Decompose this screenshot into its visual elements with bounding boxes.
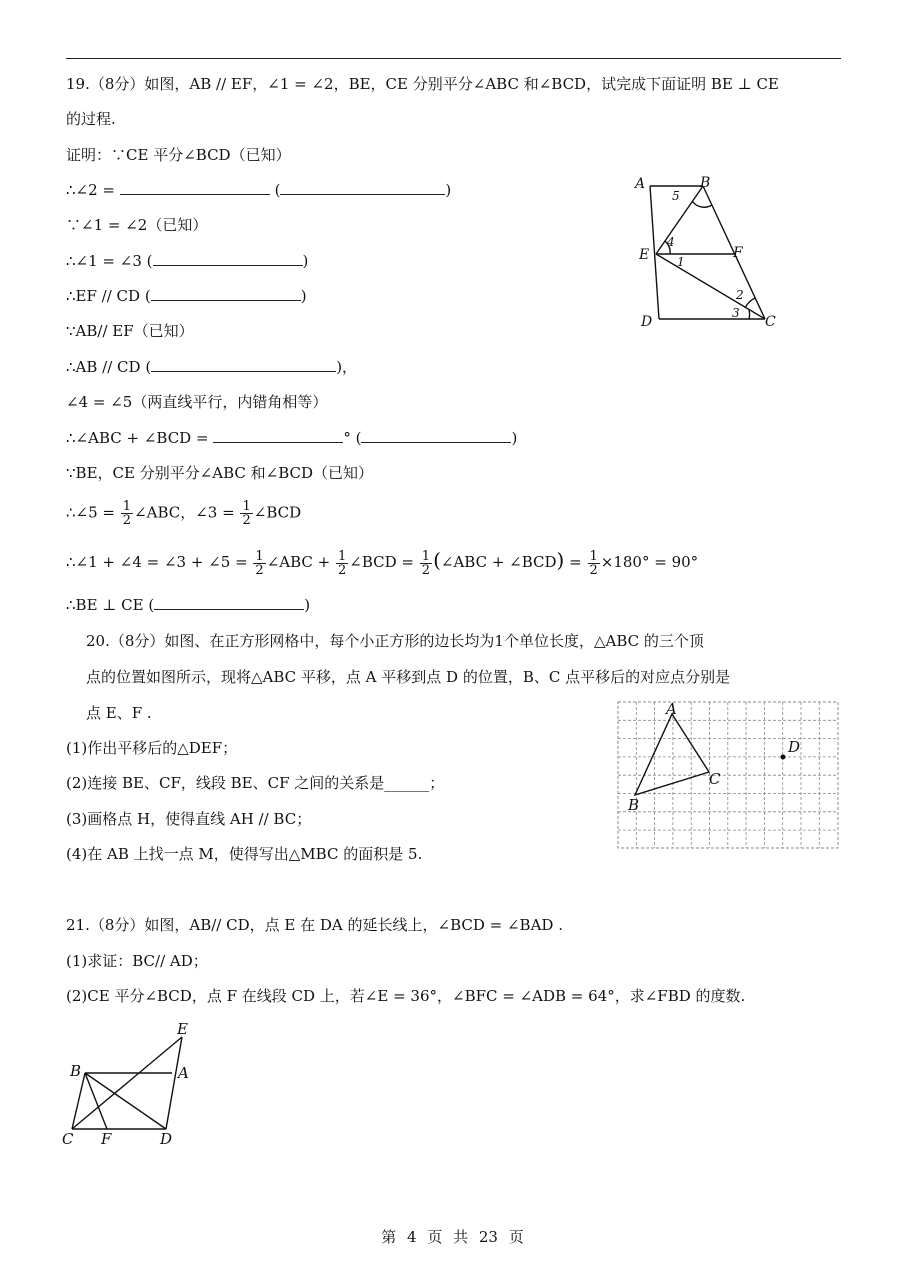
fig21-label-a: A [178, 1064, 189, 1082]
paren-close: ) [336, 358, 343, 376]
q19-blank-4[interactable] [151, 286, 301, 301]
q19-step-12-d: ∠ABC + ∠BCD [440, 553, 557, 571]
q20-part-2: (2)连接 BE、CF，线段 BE、CF 之间的关系是______； [66, 774, 445, 792]
q19-step-4-text: ∴∠1 = ∠3 [66, 252, 142, 270]
fig21-label-d: D [160, 1130, 173, 1148]
q19-step-2-text: ∴∠2 = [66, 181, 115, 199]
angle-2-arc [745, 298, 755, 308]
q21-stem: 21.（8分）如图，AB// CD，点 E 在 DA 的延长线上，∠BCD = ∠BAD . [66, 916, 563, 934]
angle-5-arc [692, 201, 712, 207]
q19-blank-6[interactable] [213, 428, 343, 443]
q19-step-1: 证明：∵CE 平分∠BCD（已知） [66, 146, 291, 164]
fraction-half: $\frac{1}{2}$ [589, 548, 598, 578]
fig19-angle-1: 1 [677, 255, 685, 269]
q19-step-11-c: ∠BCD [253, 503, 302, 522]
top-rule [66, 58, 841, 59]
q19-step-11-a: ∴∠5 = [66, 503, 115, 522]
paren-close: ) [511, 429, 518, 447]
q19-step-12 [66, 549, 698, 577]
segment-ec [656, 254, 765, 319]
paren-open: ( [146, 252, 153, 270]
fig20-label-c: C [709, 770, 721, 788]
grid-lines [618, 702, 838, 848]
fig21-label-f: F [101, 1130, 112, 1148]
fig19-label-a: A [635, 176, 646, 192]
q19-step-5 [66, 285, 307, 307]
fraction-half: $\frac{1}{2}$ [255, 548, 264, 578]
q20-figure [616, 700, 842, 852]
fraction-half: $\frac{1}{2}$ [421, 548, 431, 578]
q19-step-3: ∵∠1 = ∠2（已知） [66, 216, 208, 234]
q20-stem-line2: 点的位置如图所示，现将△ABC 平移，点 A 平移到点 D 的位置，B、C 点平移后的对应点分别是 [86, 668, 731, 686]
q19-stem-line1: 19.（8分）如图，AB // EF，∠1 = ∠2，BE，CE 分别平分∠ABC 和∠BCD，试完成下面证明 BE ⊥ CE [66, 75, 779, 93]
paren-open: ( [145, 358, 152, 376]
fraction-half: $\frac{1}{2}$ [338, 548, 347, 578]
q21-figure [58, 1015, 208, 1150]
degree-sign: ° [343, 429, 351, 447]
q19-step-7-text: ∴AB // CD [66, 358, 141, 376]
paren-open: ( [144, 287, 151, 305]
q20-stem-line1: 20.（8分）如图、在正方形网格中，每个小正方形的边长均为1个单位长度，△ABC 的三个顶 [86, 632, 704, 650]
q19-blank-1[interactable] [120, 180, 270, 195]
q19-step-5-text: ∴EF // CD [66, 287, 141, 305]
fig19-label-f: F [733, 245, 743, 261]
paren-open: ( [148, 596, 155, 614]
q19-step-12-c: ∠BCD = [349, 553, 414, 571]
q21-part-2: (2)CE 平分∠BCD，点 F 在线段 CD 上，若∠E = 36°，∠BFC = ∠ADB = 64°，求∠FBD 的度数. [66, 987, 746, 1005]
q19-step-7 [66, 356, 357, 378]
fig20-label-b: B [628, 796, 640, 814]
fig19-label-c: C [765, 314, 776, 330]
fig21-label-c: C [62, 1130, 74, 1148]
paren-close: ) [304, 596, 311, 614]
q19-step-8: ∠4 = ∠5（两直线平行，内错角相等） [66, 393, 328, 411]
q19-blank-3[interactable] [153, 251, 303, 266]
point-d [781, 755, 786, 760]
q19-blank-8[interactable] [154, 595, 304, 610]
q21-part-1: (1)求证：BC// AD； [66, 952, 208, 970]
q19-blank-2[interactable] [280, 180, 445, 195]
segment-bd [85, 1073, 166, 1129]
fig19-label-e: E [639, 247, 650, 263]
q20-part-4: (4)在 AB 上找一点 M，使得写出△MBC 的面积是 5. [66, 845, 423, 863]
q19-step-10: ∵BE，CE 分别平分∠ABC 和∠BCD（已知） [66, 464, 374, 482]
paren-close: ) [556, 548, 565, 572]
q19-blank-7[interactable] [361, 428, 511, 443]
q19-step-13 [66, 594, 310, 616]
q19-step-12-f: ×180° = 90° [600, 553, 699, 571]
q19-step-12-b: ∠ABC + [266, 553, 331, 571]
fraction-half: $\frac{1}{2}$ [242, 499, 251, 528]
q19-step-4 [66, 250, 308, 272]
fig20-label-a: A [666, 700, 677, 718]
fig21-label-e: E [177, 1020, 188, 1038]
paren-open: ( [274, 181, 281, 199]
q19-step-13-text: ∴BE ⊥ CE [66, 596, 144, 614]
fig19-angle-4: 4 [667, 235, 675, 249]
fig20-label-d: D [788, 738, 801, 756]
q19-step-9-text: ∴∠ABC + ∠BCD = [66, 429, 209, 447]
fig19-angle-2: 2 [736, 288, 744, 302]
triangle-abc [635, 714, 709, 795]
page-footer: 第 4 页 共 23 页 [381, 1228, 524, 1246]
q19-step-6: ∵AB// EF（已知） [66, 322, 194, 340]
equals-sign: = [569, 553, 582, 571]
q19-step-9 [66, 427, 517, 449]
q19-step-12-a: ∴∠1 + ∠4 = ∠3 + ∠5 = [66, 553, 248, 571]
fig19-label-b: B [700, 175, 711, 191]
paren-close: ) [300, 287, 307, 305]
paren-open: ( [355, 429, 362, 447]
q19-step-7-tail: ， [342, 358, 358, 376]
fig19-label-d: D [641, 314, 653, 330]
q19-step-11-b: ∠ABC，∠3 = [134, 503, 235, 522]
paren-open: ( [433, 548, 441, 572]
angle-3-arc [749, 310, 750, 319]
q20-stem-line3: 点 E、F . [86, 704, 152, 722]
q19-blank-5[interactable] [151, 357, 336, 372]
fig21-label-b: B [70, 1062, 82, 1080]
segment-ed [166, 1037, 182, 1129]
q20-part-3: (3)画格点 H，使得直线 AH // BC； [66, 810, 312, 828]
fig19-angle-3: 3 [732, 306, 740, 320]
paren-close: ) [302, 252, 309, 270]
q19-figure [625, 168, 795, 338]
q20-part-1: (1)作出平移后的△DEF； [66, 739, 238, 757]
q19-step-11 [66, 500, 301, 527]
fig19-angle-5: 5 [672, 189, 680, 203]
q19-stem-line2: 的过程. [66, 110, 116, 128]
q19-step-2 [66, 179, 451, 201]
paren-close: ) [445, 181, 452, 199]
fraction-half: $\frac{1}{2}$ [122, 499, 132, 528]
